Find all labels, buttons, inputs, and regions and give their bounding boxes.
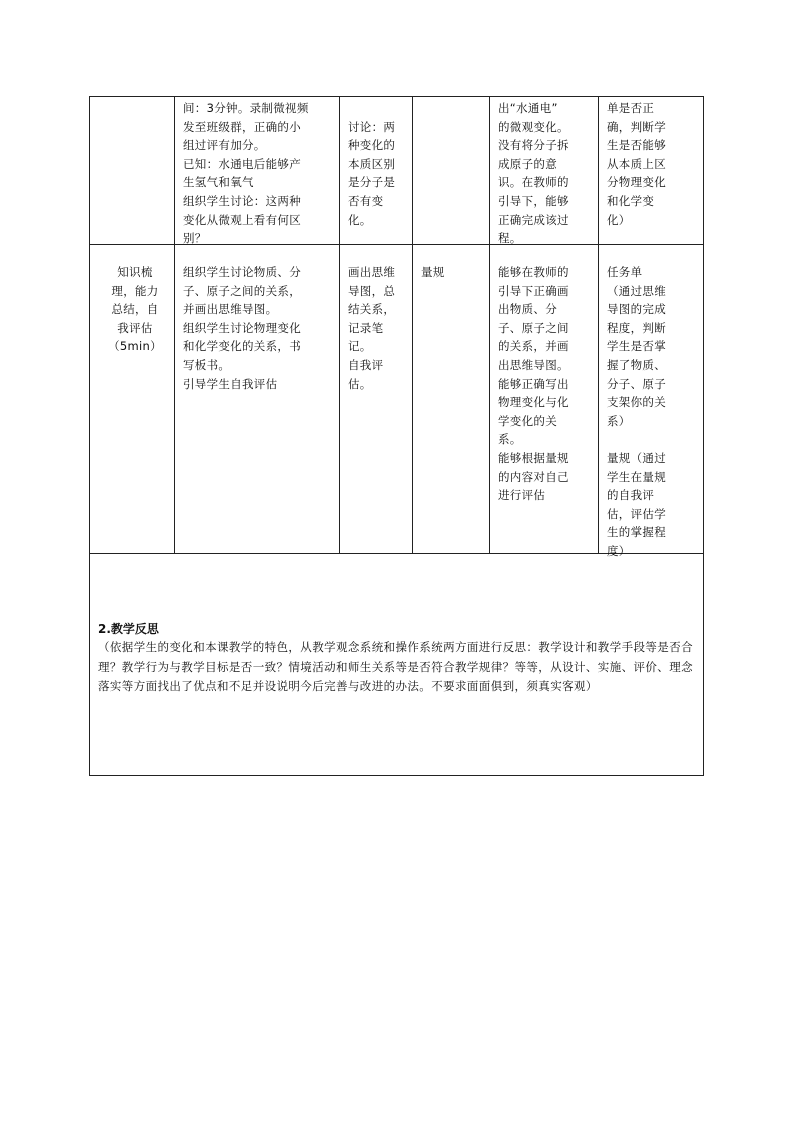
table-cell-teacher-activity: 组织学生讨论物质、分 子、原子之间的关系， 并画出思维导图。 组织学生讨论物理变化 和化学变化的关系，书 写板书。 引导学生自我评估 xyxy=(183,265,301,391)
table-cell-goal: 出“水通电” 的微观变化。 没有将分子拆 成原子的意 识。在教师的 引导下，能够 正确完成该过 程。 xyxy=(498,101,569,246)
table-cell-assessment: 任务单 （通过思维 导图的完成 程度，判断 学生是否掌 握了物质、 分子、原子 支架你的关 系） 量规（通过 学生在量规 的自我评 估，评估学 生的掌握程 度） xyxy=(607,265,666,558)
table-cell-student-activity: 画出思维 导图，总 结关系， 记录笔 记。 自我评 估。 xyxy=(348,265,396,391)
reflection-title: 2.教学反思 xyxy=(98,622,159,636)
lesson-plan-table xyxy=(89,96,704,776)
table-cell-student-activity: 讨论：两 种变化的 本质区别 是分子是 否有变 化。 xyxy=(348,119,396,227)
table-cell-stage: 知识梳 理，能力 总结，自 我评估 （5min） xyxy=(108,265,162,354)
column-divider xyxy=(174,97,175,553)
reflection-body: （依据学生的变化和本课教学的特色，从教学观念系统和操作系统两方面进行反思：教学设计和教学手段等是否合理？教学行为与教学目标是否一致？情境活动和师生关系等是否符合教学规律？等等，从设计、实施、评价、理念落实等方面找出了优点和不足并设说明今后完善与改进的办法。不要求面面俱到，须真实客观） xyxy=(98,640,693,693)
table-cell-teacher-activity: 间：3分钟。录制微视频 发至班级群，正确的小 组过评有加分。 已知：水通电后能够产 生氢气和氧气 组织学生讨论：这两种 变化从微观上看有何区 别？ xyxy=(183,101,309,246)
column-divider xyxy=(412,97,413,553)
table-cell-assessment: 单是否正 确，判断学 生是否能够 从本质上区 分物理变化 和化学变 化） xyxy=(607,101,666,227)
table-cell-goal: 能够在教师的 引导下正确画 出物质、分 子、原子之间 的关系，并画 出思维导图。 能够正确写出 物理变化与化 学变化的关 系。 能够根据量规 的内容对自己 进行评估 xyxy=(498,265,569,503)
column-divider xyxy=(598,97,599,553)
column-divider xyxy=(489,97,490,553)
column-divider xyxy=(339,97,340,553)
row-divider xyxy=(90,244,703,245)
table-cell-tools: 量规 xyxy=(421,265,445,279)
